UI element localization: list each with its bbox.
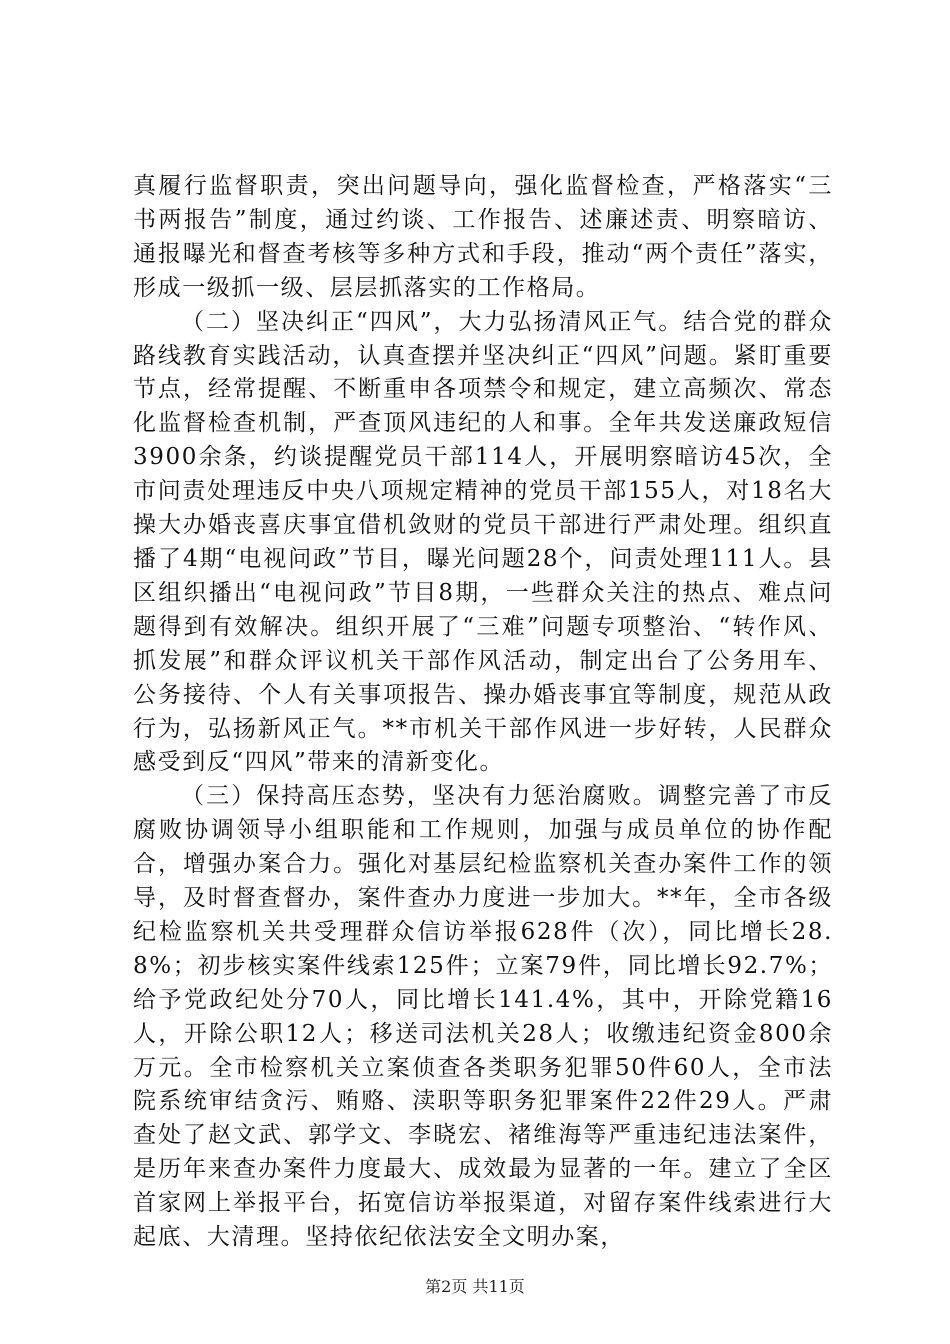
document-body <box>133 170 833 1255</box>
paragraph-3: （三）保持高压态势，坚决有力惩治腐败。调整完善了市反腐败协调领导小组职能和工作规则，加强与成员单位的协作配合，增强办案合力。强化对基层纪检监察机关查办案件工作的领导，及时督查督办，案件查办力度进一步加大。**年，全市各级纪检监察机关共受理群众信访举报628件（次），同比增长28.8%；初步核实案件线索125件；立案79件，同比增长92.7%；给予党政纪处分70人，同比增长141.4%，其中，开除党籍16人，开除公职12人；移送司法机关28人；收缴违纪资金800余万元。全市检察机关立案侦查各类职务犯罪50件60人，全市法院系统审结贪污、贿赂、渎职等职务犯罪案件22件29人。严肃查处了赵文武、郭学文、李晓宏、褚维海等严重违纪违法案件，是历年来查办案件力度最大、成效最为显著的一年。建立了全区首家网上举报平台，拓宽信访举报渠道，对留存案件线索进行大起底、大清理。坚持依纪依法安全文明办案， <box>133 783 833 1251</box>
page-footer: 第2页 共11页 <box>425 1277 525 1296</box>
paragraph-1: 真履行监督职责，突出问题导向，强化监督检查，严格落实“三书两报告”制度，通过约谈、工作报告、述廉述责、明察暗访、通报曝光和督查考核等多种方式和手段，推动“两个责任”落实，形成一级抓一级、层层抓落实的工作格局。 <box>133 173 833 301</box>
paragraph-2: （二）坚决纠正“四风”，大力弘扬清风正气。结合党的群众路线教育实践活动，认真查摆并坚决纠正“四风”问题。紧盯重要节点，经常提醒、不断重申各项禁令和规定，建立高频次、常态化监督检查机制，严查顶风违纪的人和事。全年共发送廉政短信3900余条，约谈提醒党员干部114人，开展明察暗访45次，全市问责处理违反中央八项规定精神的党员干部155人，对18名大操大办婚丧喜庆事宜借机敛财的党员干部进行严肃处理。组织直播了4期“电视问政”节目，曝光问题28个，问责处理111人。县区组织播出“电视问政”节目8期，一些群众关注的热点、难点问题得到有效解决。组织开展了“三难”问题专项整治、“转作风、抓发展”和群众评议机关干部作风活动，制定出台了公务用车、公务接待、个人有关事项报告、操办婚丧事宜等制度，规范从政行为，弘扬新风正气。**市机关干部作风进一步好转，人民群众感受到反“四风”带来的清新变化。 <box>133 308 833 776</box>
